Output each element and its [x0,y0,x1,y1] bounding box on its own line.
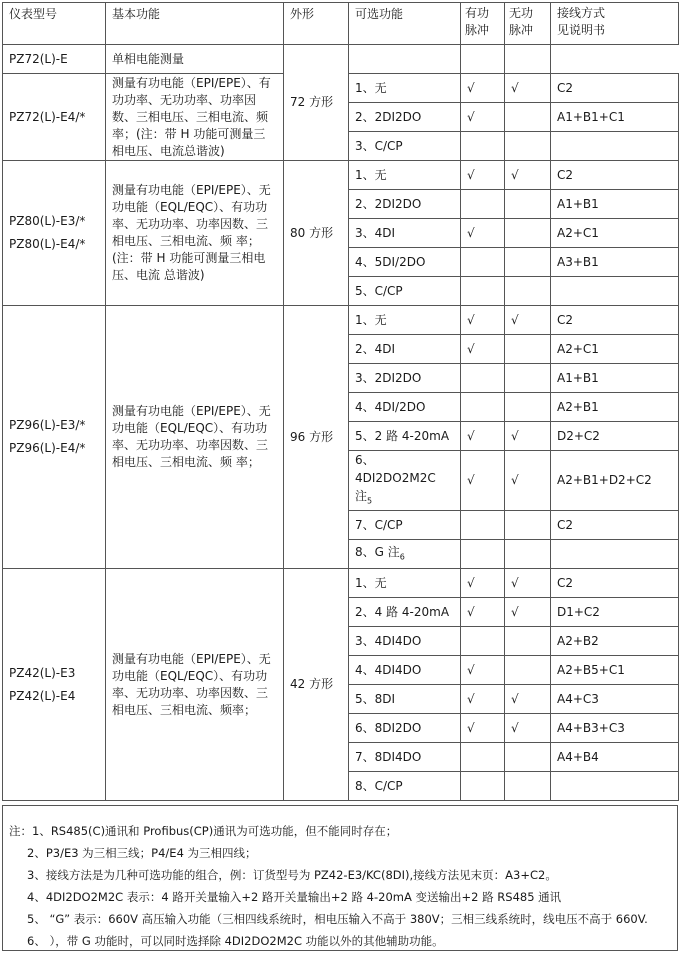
option-label: 6、4DI2DO2M2C [355,453,436,485]
reactive-pulse-cell [505,511,551,540]
empty-cell [349,45,461,74]
active-pulse-cell [461,248,505,277]
wiring-cell: A4+B4 [551,743,679,772]
option-label: 1、无 [355,80,387,95]
reactive-pulse-cell [505,540,551,569]
active-pulse-cell: √ [461,569,505,598]
reactive-pulse-cell: √ [505,306,551,335]
col-header-active-pulse: 有功 脉冲 [461,3,505,45]
option-cell [349,364,461,393]
option-label: 8、C/CP [355,778,403,793]
wiring-cell: A2+B1 [551,393,679,422]
option-label: 4、4DI4DO [355,662,422,677]
wiring-cell: D2+C2 [551,422,679,451]
spec-table-body [3,45,679,801]
header-row [3,3,679,45]
wiring-cell: C2 [551,161,679,190]
shape-cell: 96 方形 [284,306,349,569]
active-pulse-cell [461,190,505,219]
wiring-cell: A2+B2 [551,627,679,656]
wiring-cell: A4+B3+C3 [551,714,679,743]
note-line: 2、P3/E3 为三相三线；P4/E4 为三相四线； [27,846,257,860]
active-pulse-cell: √ [461,685,505,714]
reactive-pulse-cell [505,772,551,801]
reactive-pulse-cell: √ [505,161,551,190]
active-pulse-cell [461,364,505,393]
function-cell: 测量有功电能（EPI/EPE）、无功电能（EQL/EQC）、有功功率、无功功率、功率因数、三相电压、三相电流、频 率； [106,306,284,569]
product-spec-table [2,2,679,801]
function-cell: 单相电能测量 [106,45,284,74]
option-label: 1、无 [355,167,387,182]
option-cell [349,743,461,772]
option-cell [349,627,461,656]
active-pulse-cell: √ [461,219,505,248]
option-cell [349,190,461,219]
reactive-pulse-cell [505,364,551,393]
model-cell: PZ72(L)-E [3,45,106,74]
note-line: 注：1、RS485(C)通讯和 Profibus(CP)通讯为可选功能，但不能同时存在； [9,824,398,838]
option-cell [349,511,461,540]
reactive-pulse-cell [505,103,551,132]
active-pulse-cell [461,743,505,772]
option-cell [349,248,461,277]
option-cell [349,161,461,190]
option-cell [349,656,461,685]
option-label: 3、2DI2DO [355,370,422,385]
reactive-pulse-cell: √ [505,74,551,103]
reactive-pulse-cell [505,393,551,422]
shape-cell: 80 方形 [284,161,349,306]
reactive-pulse-cell [505,627,551,656]
table-row [3,161,679,190]
reactive-pulse-cell [505,190,551,219]
note-line: 4、4DI2DO2M2C 表示：4 路开关量输入+2 路开关量输出+2 路 4-20mA 变送输出+2 路 RS485 通讯 [27,890,562,904]
option-label: 1、无 [355,312,387,327]
wiring-cell [551,277,679,306]
reactive-pulse-cell: √ [505,714,551,743]
reactive-pulse-cell [505,219,551,248]
active-pulse-cell: √ [461,103,505,132]
active-pulse-cell: √ [461,714,505,743]
option-cell [349,393,461,422]
notes-section [2,805,678,951]
option-label: 3、4DI4DO [355,633,422,648]
table-row [3,45,679,74]
active-pulse-cell: √ [461,161,505,190]
reactive-pulse-cell: √ [505,685,551,714]
reactive-pulse-cell: √ [505,569,551,598]
option-cell [349,306,461,335]
col-header-shape: 外形 [284,3,349,45]
wiring-cell: A2+B1+D2+C2 [551,451,679,511]
wiring-cell: A1+B1 [551,190,679,219]
option-label: 5、C/CP [355,283,403,298]
footnote-ref: 6 [399,552,405,562]
option-label: 2、2DI2DO [355,196,422,211]
option-cell [349,103,461,132]
option-label: 2、2DI2DO [355,109,422,124]
option-cell [349,714,461,743]
option-label: 3、C/CP [355,138,403,153]
option-label: 4、5DI/2DO [355,254,426,269]
option-label: 2、4DI [355,341,396,356]
option-cell [349,335,461,364]
reactive-pulse-cell [505,656,551,685]
reactive-pulse-cell: √ [505,422,551,451]
active-pulse-cell [461,511,505,540]
col-header-wiring: 接线方式 见说明书 [551,3,679,45]
wiring-cell: C2 [551,74,679,103]
active-pulse-cell: √ [461,335,505,364]
footnote-ref: 5 [367,496,373,506]
active-pulse-cell: √ [461,74,505,103]
active-pulse-cell [461,627,505,656]
option-label: 7、8DI4DO [355,749,422,764]
option-cell [349,772,461,801]
shape-cell: 42 方形 [284,569,349,801]
option-cell [349,422,461,451]
reactive-pulse-cell [505,743,551,772]
reactive-pulse-cell: √ [505,598,551,627]
wiring-cell: A1+B1 [551,364,679,393]
active-pulse-cell [461,772,505,801]
active-pulse-cell: √ [461,451,505,511]
wiring-cell: A2+C1 [551,335,679,364]
reactive-pulse-cell: √ [505,451,551,511]
option-label: 5、8DI [355,691,396,706]
col-header-options: 可选功能 [349,3,461,45]
wiring-cell: C2 [551,569,679,598]
shape-cell: 72 方形 [284,45,349,161]
active-pulse-cell [461,277,505,306]
empty-cell [461,45,505,74]
active-pulse-cell: √ [461,656,505,685]
function-cell: 测量有功电能（EPI/EPE）、无功电能（EQL/EQC）、有功功率、无功功率、功率因数、三相电压、三相电流、频 率；(注：带 H 功能可测量三相电压、电流 总谐波) [106,161,284,306]
note-line: 3、接线方法是为几种可选功能的组合，例：订货型号为 PZ42-E3/KC(8DI),接线方法见末页：A3+C2。 [27,868,557,882]
active-pulse-cell [461,540,505,569]
option-cell [349,569,461,598]
active-pulse-cell: √ [461,306,505,335]
note-line: 6、 ），带 G 功能时，可以同时选择除 4DI2DO2M2C 功能以外的其他辅助功能。 [27,934,444,948]
option-label: 5、2 路 4-20mA [355,428,450,443]
option-cell [349,598,461,627]
option-cell [349,540,461,569]
wiring-cell: A4+C3 [551,685,679,714]
option-label: 1、无 [355,575,387,590]
option-label: 2、4 路 4-20mA [355,604,450,619]
col-header-model: 仪表型号 [3,3,106,45]
option-label: 3、4DI [355,225,396,240]
model-cell: PZ42(L)-E3 PZ42(L)-E4 [3,569,106,801]
note-line: 5、 “G” 表示：660V 高压输入功能（三相四线系统时，相电压输入不高于 380V；三相三线系统时，线电压不高于 660V. [27,912,648,926]
option-cell [349,219,461,248]
table-row [3,306,679,335]
option-cell [349,277,461,306]
empty-cell [505,45,551,74]
function-cell: 测量有功电能（EPI/EPE）、有功功率、无功功率、功率因数、三相电压、三相电流、频率；(注：带 H 功能可测量三相电压、电流总谐波) [106,74,284,161]
option-cell [349,132,461,161]
option-label: 6、8DI2DO [355,720,422,735]
wiring-cell: C2 [551,306,679,335]
active-pulse-cell: √ [461,422,505,451]
wiring-cell: C2 [551,511,679,540]
model-cell: PZ72(L)-E4/* [3,74,106,161]
reactive-pulse-cell [505,277,551,306]
table-row [3,569,679,598]
wiring-cell [551,540,679,569]
option-cell [349,685,461,714]
option-label: 4、4DI/2DO [355,399,426,414]
wiring-cell: A1+B1+C1 [551,103,679,132]
reactive-pulse-cell [505,248,551,277]
active-pulse-cell [461,393,505,422]
reactive-pulse-cell [505,335,551,364]
active-pulse-cell [461,132,505,161]
wiring-cell [551,132,679,161]
function-cell: 测量有功电能（EPI/EPE）、无功电能（EQL/EQC）、有功功率、无功功率、功率因数、三相电压、三相电流、频率； [106,569,284,801]
col-header-reactive-pulse: 无功 脉冲 [505,3,551,45]
wiring-cell: A2+C1 [551,219,679,248]
model-cell: PZ80(L)-E3/* PZ80(L)-E4/* [3,161,106,306]
wiring-cell: A2+B5+C1 [551,656,679,685]
reactive-pulse-cell [505,132,551,161]
option-label: 8、G 注 [355,544,400,559]
model-cell: PZ96(L)-E3/* PZ96(L)-E4/* [3,306,106,569]
option-label: 7、C/CP [355,517,403,532]
option-cell [349,451,461,511]
wiring-cell [551,772,679,801]
option-cell [349,74,461,103]
wiring-cell: D1+C2 [551,598,679,627]
col-header-function: 基本功能 [106,3,284,45]
option-note-label: 注 [355,489,368,503]
active-pulse-cell: √ [461,598,505,627]
wiring-cell: A3+B1 [551,248,679,277]
